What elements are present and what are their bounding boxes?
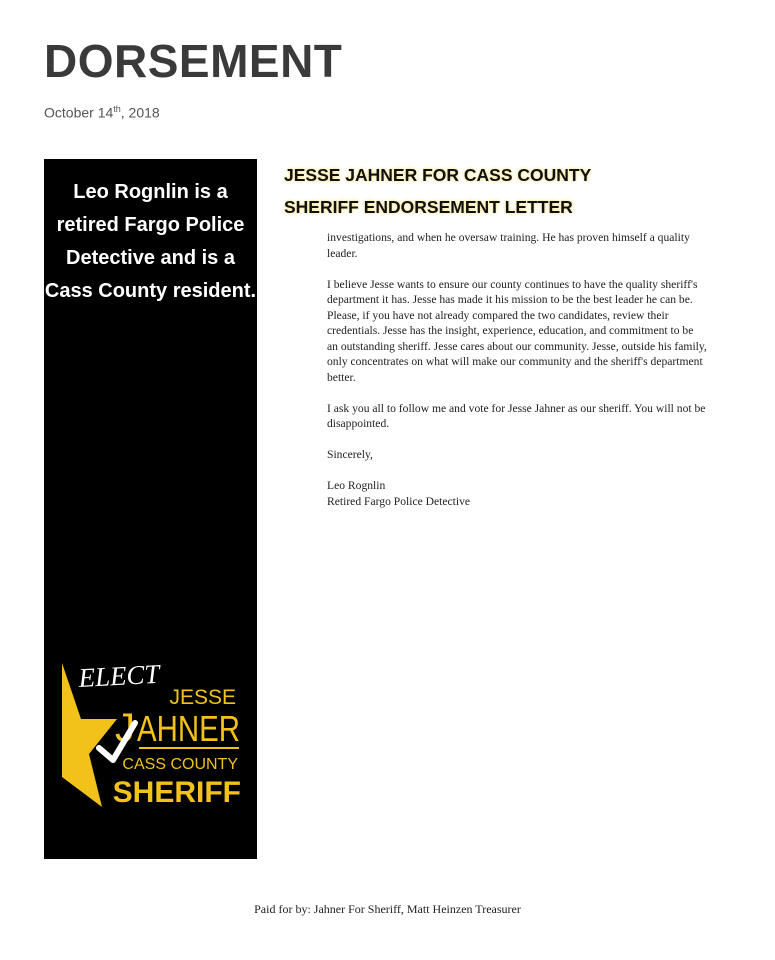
- letter-paragraph: investigations, and when he oversaw training. He has proven himself a quality leader.: [327, 231, 690, 260]
- letter-paragraph: I ask you all to follow me and vote for Jesse Jahner as our sheriff. You will not be disappointed.: [327, 401, 706, 430]
- date-main: October 14: [44, 104, 114, 121]
- logo-last-initial: J: [115, 706, 135, 750]
- publish-date: [44, 104, 160, 121]
- letter-paragraph: I believe Jesse wants to ensure our county continues to have the quality sheriff's department it has. Jesse has made it his mission to be the best leader he can be. Please, if you have not already compared the two candidates, review their credentials. Jesse has the insight, experience, education, and commitment to be an outstanding sheriff. Jesse cares about our community. Jesse, outside his family, only concentrates on what will make our community and the sheriff's department better.: [327, 277, 707, 384]
- heading-line-2: SHERIFF ENDORSEMENT LETTER: [284, 197, 573, 217]
- signature-block: [327, 478, 707, 509]
- page-title: DORSEMENT: [44, 35, 343, 87]
- heading-line-1: JESSE JAHNER FOR CASS COUNTY: [284, 165, 592, 185]
- logo-last-name: AHNER: [137, 708, 240, 749]
- letter-body: [327, 230, 707, 509]
- logo-first-name: JESSE: [169, 686, 236, 709]
- signature-title: Retired Fargo Police Detective: [327, 494, 471, 508]
- logo-elect: ELECT: [77, 658, 161, 693]
- signature-name: Leo Rognlin: [327, 479, 386, 492]
- logo-county: CASS COUNTY: [122, 756, 238, 773]
- sidebar-bio-text: Leo Rognlin is a retired Fargo Police Detective and is a Cass County resident.: [44, 181, 257, 302]
- logo-office: SHERIFF: [112, 776, 241, 809]
- date-year: , 2018: [120, 104, 160, 121]
- paid-for-disclaimer: Paid for by: Jahner For Sheriff, Matt Heinzen Treasurer: [254, 902, 521, 916]
- campaign-logo: [59, 659, 249, 819]
- date-ordinal: th: [113, 104, 121, 114]
- sidebar-panel: [44, 159, 257, 859]
- letter-closing: Sincerely,: [327, 448, 373, 461]
- letter-heading: [284, 159, 591, 223]
